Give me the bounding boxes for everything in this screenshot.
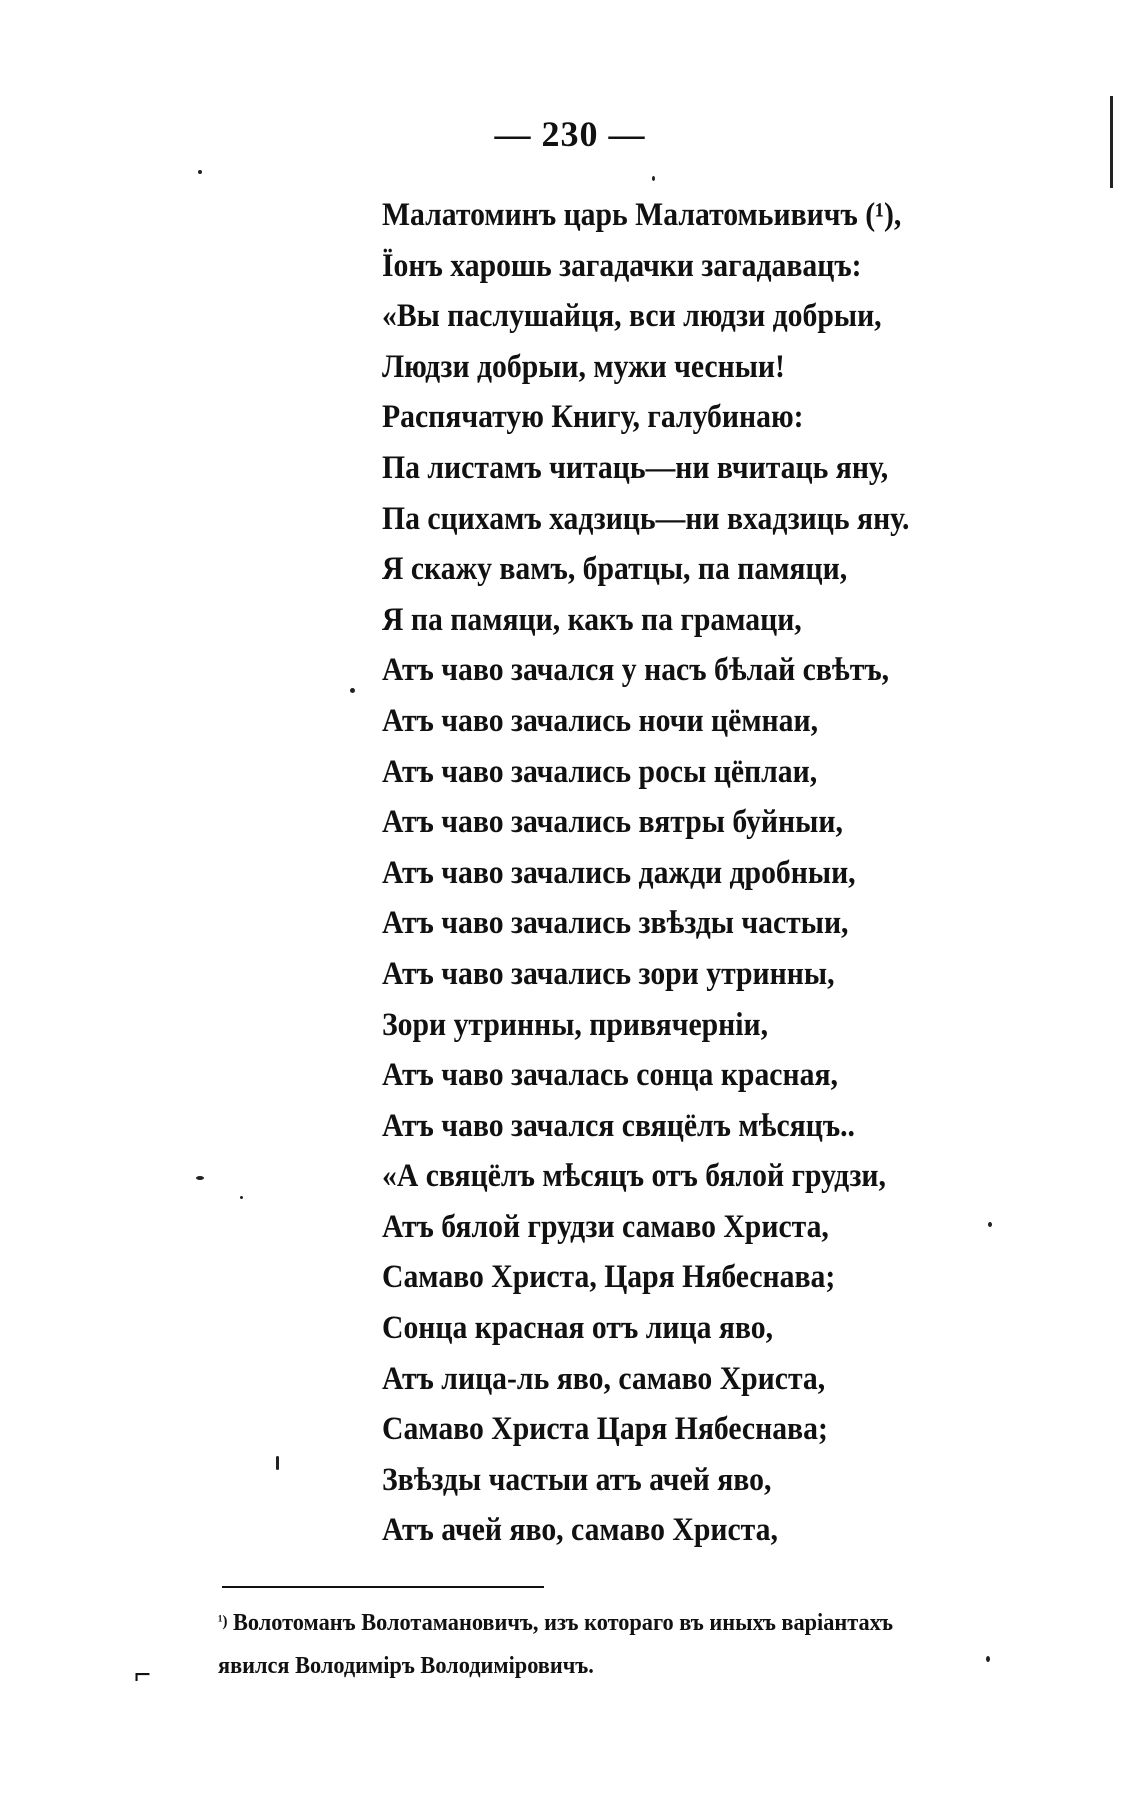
scan-speck <box>652 176 655 181</box>
verse-line: Атъ лица-ль яво, самаво Христа, <box>382 1360 826 1397</box>
verse-line: Я скажу вамъ, братцы, па памяци, <box>382 551 848 588</box>
verse-line: Па сцихамъ хадзиць—ни вхадзиць яну. <box>382 500 910 537</box>
scan-speck <box>988 1222 992 1227</box>
verse-line: Сонца красная отъ лица яво, <box>382 1310 774 1347</box>
verse-line: Атъ чаво зачались вятры буйныи, <box>382 804 843 841</box>
scan-speck <box>276 1456 279 1470</box>
scan-edge-mark <box>1110 96 1113 188</box>
footnote <box>218 1602 1048 1688</box>
page-number: — 230 — <box>494 114 646 154</box>
verse-line: Атъ чаво зачались росы цёплаи, <box>382 753 818 790</box>
footnote-rule <box>222 1586 544 1588</box>
verse-line: Атъ чаво зачался у насъ бѣлай свѣтъ, <box>382 652 890 689</box>
footnote-line-1 <box>218 1602 990 1645</box>
verse-line: Звѣзды частыи атъ ачей яво, <box>382 1461 772 1498</box>
verse-line: Ïонъ харошь загадачки загадавацъ: <box>382 247 862 284</box>
verse-line: «А свяцёлъ мѣсяцъ отъ бялой грудзи, <box>382 1158 886 1195</box>
verse-line: Атъ чаво зачались звѣзды частыи, <box>382 905 849 942</box>
scan-speck <box>350 688 355 693</box>
verse-line: Самаво Христа, Царя Нябеснава; <box>382 1259 836 1296</box>
verse-line: Самаво Христа Царя Нябеснава; <box>382 1411 828 1448</box>
verse-line: Я па памяци, какъ па грамаци, <box>382 601 802 638</box>
verse-line: Атъ чаво зачалась сонца красная, <box>382 1057 838 1094</box>
verse-line: Па листамъ читаць—ни вчитаць яну, <box>382 449 889 486</box>
scan-speck <box>198 170 202 174</box>
footnote-marker: ¹) <box>218 1613 228 1630</box>
verse-line: Атъ чаво зачались ночи цёмнаи, <box>382 702 819 739</box>
footnote-text-2: явился Володиміръ Володиміровичъ. <box>218 1653 594 1679</box>
footnote-text-1: Волотоманъ Волотамановичъ, изъ котораго въ иныхъ варіантахъ <box>232 1610 894 1636</box>
verse-line: Атъ чаво зачались зори утринны, <box>382 955 835 992</box>
scan-speck <box>986 1656 990 1662</box>
verse-line: Малатоминъ царь Малатомьивичъ (¹), <box>382 197 902 233</box>
verse-line: «Вы паслушайця, вси людзи добрыи, <box>382 298 882 335</box>
verse-text <box>382 190 968 1556</box>
verse-line: Атъ ачей яво, самаво Христа, <box>382 1512 778 1549</box>
verse-line: Атъ чаво зачался свяцёлъ мѣсяцъ.. <box>382 1107 855 1144</box>
verse-line: Людзи добрыи, мужи чесныи! <box>382 348 785 385</box>
verse-line: Атъ бялой грудзи самаво Христа, <box>382 1208 829 1245</box>
verse-line: Атъ чаво зачались дажди дробныи, <box>382 854 856 891</box>
verse-line: Распячатую Книгу, галубинаю: <box>382 399 804 436</box>
footnote-line-2 <box>218 1645 990 1688</box>
verse-line: Зори утринны, привячерніи, <box>382 1006 769 1043</box>
corner-mark-icon: ⌐ <box>134 1658 152 1691</box>
scan-speck <box>240 1196 243 1199</box>
scan-speck <box>196 1176 204 1180</box>
